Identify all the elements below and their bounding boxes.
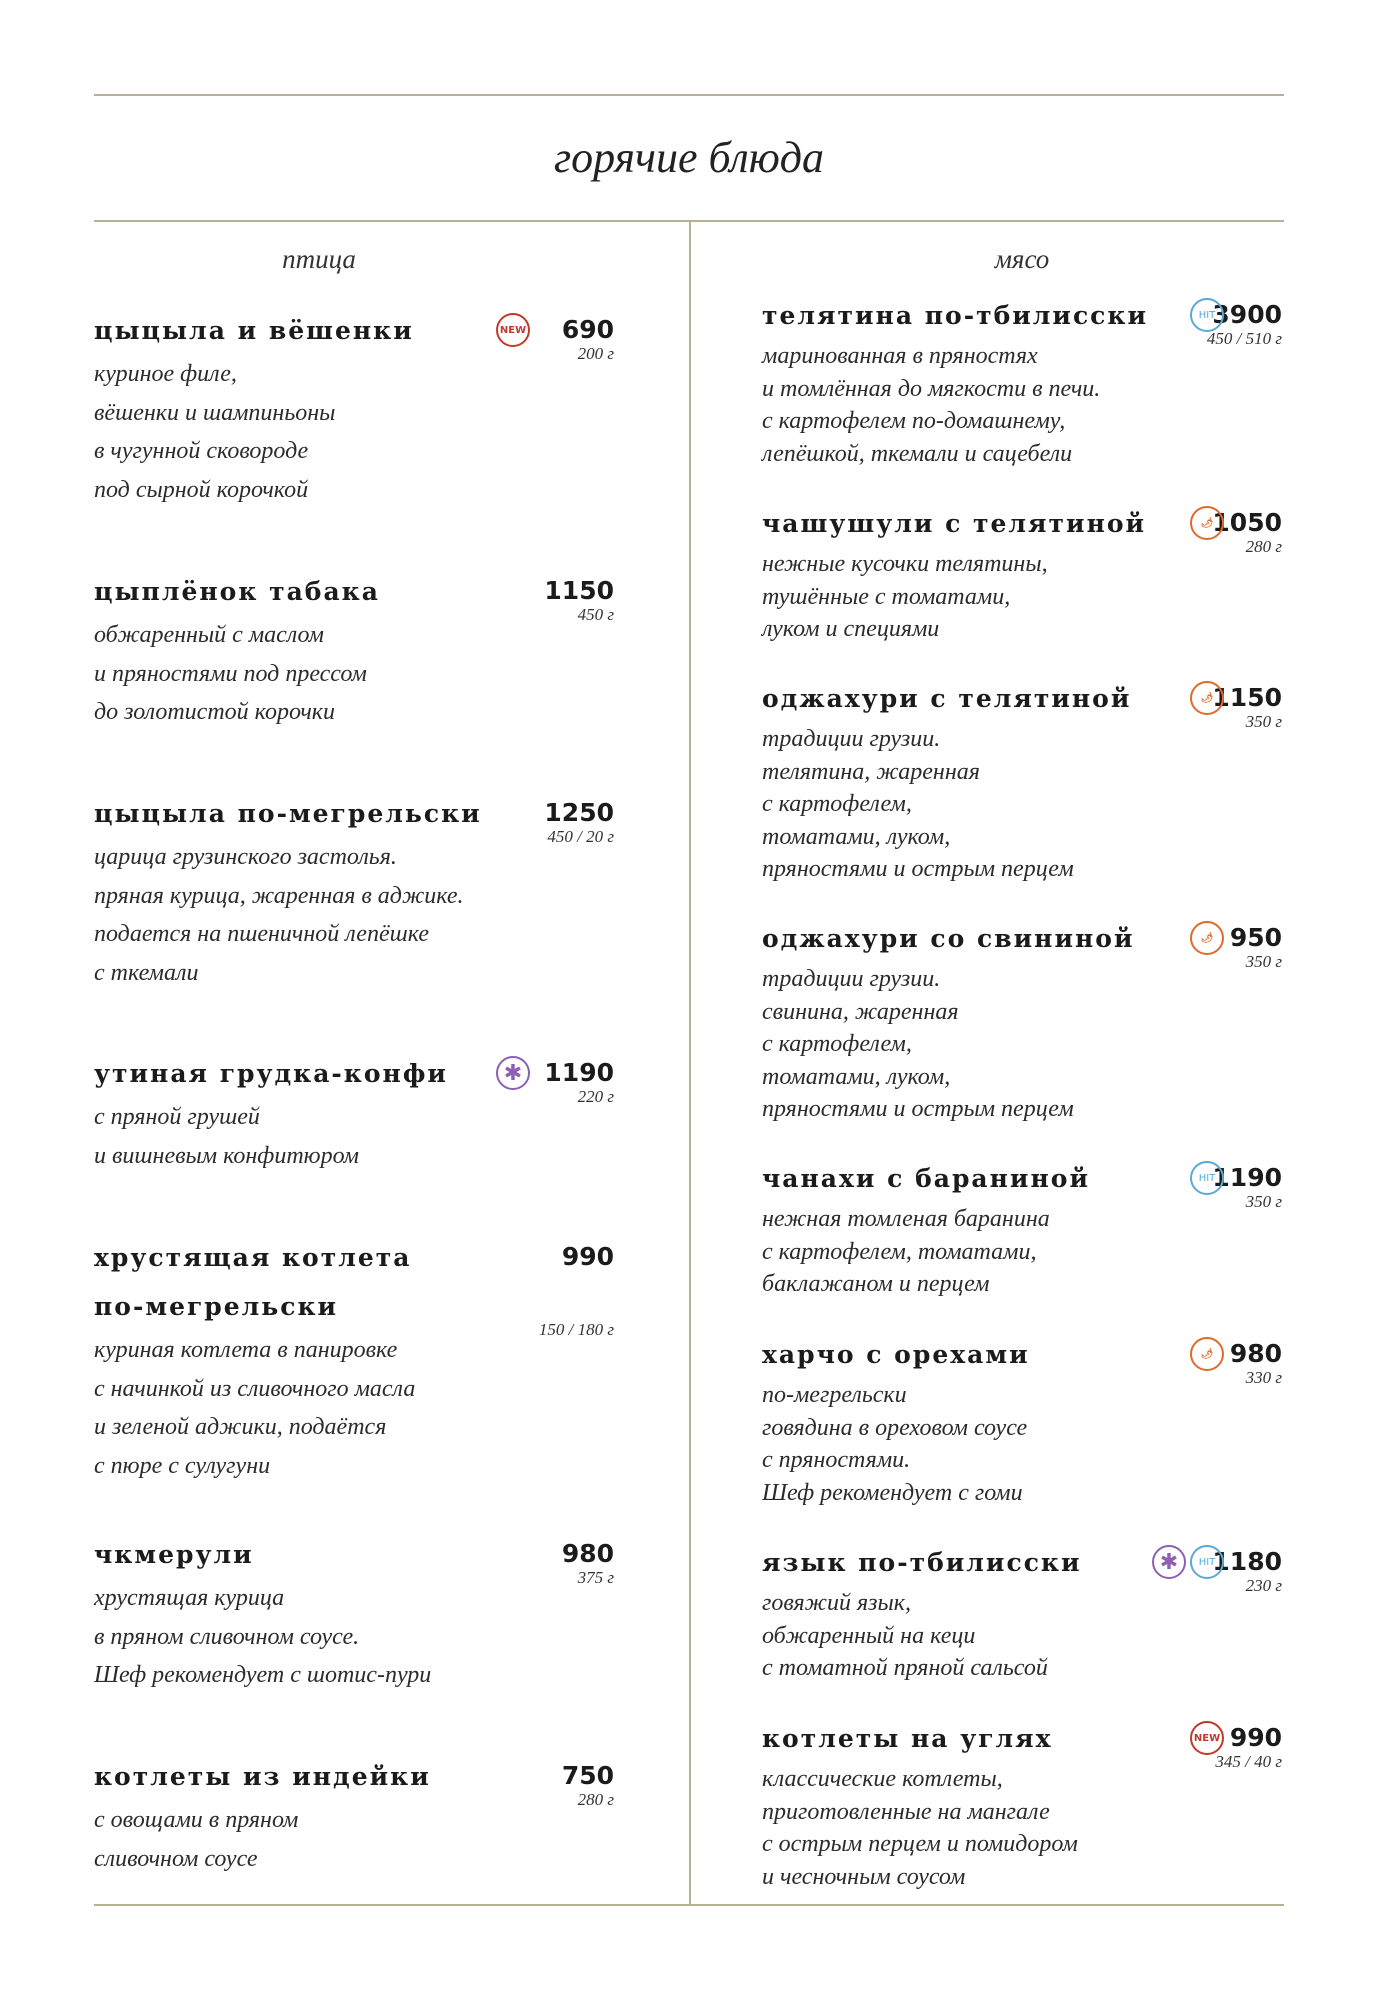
dish-weight: 230 г [1245, 1576, 1282, 1595]
menu-item [762, 1154, 1282, 1301]
description-line: с пюре с сулугуни [94, 1452, 271, 1479]
description-line: и пряностями под прессом [94, 660, 367, 687]
bottom-rule [94, 1904, 1284, 1906]
dish-weight: 350 г [1245, 952, 1282, 971]
dish-weight: 280 г [577, 1790, 614, 1809]
hit-badge-icon: HIT [1190, 1161, 1224, 1195]
dish-price: 1050 [1212, 508, 1282, 537]
description-line: томатами, луком, [762, 1063, 951, 1090]
dish-weight: 330 г [1245, 1368, 1282, 1387]
hit-badge-icon: HIT [1190, 1545, 1224, 1579]
description-line: маринованная в пряностях [762, 343, 1038, 369]
dish-price: 1150 [1212, 683, 1282, 712]
description-line: с острым перцем и помидором [762, 1831, 1078, 1857]
description-line: с картофелем, [762, 791, 912, 817]
dish-description [94, 616, 614, 732]
description-line: с картофелем по-домашнему, [762, 408, 1066, 434]
dish-weight: 350 г [1245, 1192, 1282, 1211]
dish-name: утиная грудка-конфи [94, 1059, 448, 1088]
dish-description [762, 1587, 1282, 1685]
dish-weight: 450 г [577, 605, 614, 624]
dish-description [762, 1379, 1282, 1509]
dish-weight: 280 г [1245, 537, 1282, 556]
description-line: нежные кусочки телятины, [762, 551, 1048, 577]
dish-price: 1250 [544, 798, 614, 827]
menu-item [94, 567, 614, 732]
dish-description [762, 340, 1282, 470]
dish-name: чашушули с телятиной [762, 509, 1147, 538]
dish-name: чкмерули [94, 1540, 254, 1569]
dish-price: 1190 [1212, 1163, 1282, 1192]
dish-price: 1190 [544, 1058, 614, 1087]
description-line: сливочном соусе [94, 1845, 258, 1872]
description-line: куриная котлета в панировке [94, 1337, 398, 1363]
chili-pepper-icon: 🌶 [1190, 921, 1224, 955]
description-line: в пряном сливочном соусе. [94, 1623, 360, 1650]
description-line: обжаренный на кеци [762, 1622, 976, 1649]
dish-price: 950 [1229, 923, 1282, 952]
dish-description [94, 1801, 614, 1878]
menu-item [762, 499, 1282, 646]
dish-description [94, 1098, 614, 1175]
menu-item [762, 1538, 1282, 1685]
dish-name: котлеты из индейки [94, 1762, 431, 1791]
menu-item [762, 1714, 1282, 1893]
dish-name: чанахи с бараниной [762, 1164, 1090, 1193]
description-line: с овощами в пряном [94, 1807, 299, 1833]
description-line: томатами, луком, [762, 823, 951, 850]
dish-price: 750 [561, 1761, 614, 1790]
description-line: пряностями и острым перцем [762, 1096, 1074, 1122]
description-line: нежная томленая баранина [762, 1206, 1050, 1232]
description-line: хрустящая курица [94, 1585, 285, 1611]
description-line: пряная курица, жаренная в аджике. [94, 882, 464, 909]
dish-name: оджахури со свининой [762, 924, 1135, 953]
page-title: горячие блюда [553, 133, 825, 182]
left-column-heading: птица [282, 244, 356, 274]
description-line: Шеф рекомендует с гоми [762, 1479, 1023, 1506]
menu-item [94, 1233, 614, 1485]
dish-description [762, 1763, 1282, 1893]
dish-name-line2: по-мегрельски [94, 1292, 339, 1321]
dish-price: 690 [561, 315, 614, 344]
description-line: баклажаном и перцем [762, 1271, 990, 1297]
dish-name: язык по-тбилисски [762, 1548, 1082, 1577]
description-line: обжаренный с маслом [94, 622, 324, 648]
column-divider [689, 221, 691, 1905]
right-column-heading: мясо [994, 244, 1050, 274]
description-line: приготовленные на мангале [762, 1798, 1050, 1825]
description-line: традиции грузии. [762, 726, 941, 752]
dish-description [94, 355, 614, 509]
description-line: вёшенки и шампиньоны [94, 399, 336, 426]
vegetarian-asterisk-icon: ✱ [496, 1056, 530, 1090]
menu-item [94, 306, 614, 509]
dish-name: хрустящая котлета [94, 1243, 412, 1272]
description-line: до золотистой корочки [94, 699, 336, 725]
description-line: говядина в ореховом соусе [762, 1414, 1028, 1441]
dish-price: 1150 [544, 576, 614, 605]
dish-price: 990 [1229, 1723, 1282, 1752]
description-line: куриное филе, [94, 361, 237, 387]
description-line: говяжий язык, [762, 1590, 911, 1616]
description-line: с ткемали [94, 959, 199, 986]
description-line: с начинкой из сливочного масла [94, 1375, 416, 1402]
dish-weight: 350 г [1245, 712, 1282, 731]
description-line: с картофелем, [762, 1031, 912, 1057]
description-line: и томлённая до мягкости в печи. [762, 375, 1101, 402]
description-line: по-мегрельски [762, 1382, 907, 1408]
menu-item [94, 1530, 614, 1695]
description-line: царица грузинского застолья. [94, 844, 397, 870]
dish-weight: 220 г [577, 1087, 614, 1106]
description-line: классические котлеты, [762, 1766, 1003, 1792]
dish-description [762, 963, 1282, 1126]
description-line: луком и специями [762, 616, 940, 642]
dish-description [762, 548, 1282, 646]
new-badge-icon: NEW [496, 313, 530, 347]
description-line: лепёшкой, ткемали и сацебели [762, 440, 1073, 467]
description-line: и чесночным соусом [762, 1863, 966, 1890]
description-line: Шеф рекомендует с шотис-пури [94, 1662, 432, 1688]
description-line: свинина, жаренная [762, 998, 959, 1025]
dish-price: 990 [561, 1242, 614, 1271]
description-line: с картофелем, томатами, [762, 1238, 1037, 1265]
dish-name: цыцыла и вёшенки [94, 316, 414, 345]
dish-description [762, 1203, 1282, 1301]
dish-name: цыцыла по-мегрельски [94, 799, 482, 828]
description-line: с пряностями. [762, 1447, 911, 1473]
description-line: и зеленой аджики, подаётся [94, 1414, 387, 1440]
dish-price: 980 [561, 1539, 614, 1568]
menu-item [94, 1752, 614, 1878]
description-line: и вишневым конфитюром [94, 1142, 359, 1169]
dish-price: 980 [1229, 1339, 1282, 1368]
description-line: подается на пшеничной лепёшке [94, 921, 430, 947]
vegetarian-asterisk-icon: ✱ [1152, 1545, 1186, 1579]
menu-item [762, 914, 1282, 1126]
new-badge-icon: NEW [1190, 1721, 1224, 1755]
dish-weight: 450 / 510 г [1206, 329, 1282, 348]
chili-pepper-icon: 🌶 [1190, 681, 1224, 715]
top-rule [94, 94, 1284, 96]
description-line: под сырной корочкой [94, 476, 309, 503]
dish-weight: 200 г [577, 344, 614, 363]
menu-item [94, 789, 614, 992]
dish-name: телятина по-тбилисски [762, 301, 1148, 330]
chili-pepper-icon: 🌶 [1190, 1337, 1224, 1371]
description-line: тушённые с томатами, [762, 583, 1011, 610]
dish-weight: 345 / 40 г [1215, 1752, 1282, 1771]
dish-description [94, 838, 614, 992]
hit-badge-icon: HIT [1190, 298, 1224, 332]
dish-description [94, 1331, 614, 1485]
description-line: в чугунной сковороде [94, 438, 309, 464]
menu-item [94, 1049, 614, 1175]
description-line: с пряной грушей [94, 1104, 260, 1130]
dish-price: 3900 [1212, 300, 1282, 329]
dish-description [762, 723, 1282, 886]
description-line: с томатной пряной сальсой [762, 1655, 1048, 1681]
description-line: традиции грузии. [762, 966, 941, 992]
dish-name: оджахури с телятиной [762, 684, 1132, 713]
chili-pepper-icon: 🌶 [1190, 506, 1224, 540]
menu-item [762, 674, 1282, 886]
description-line: пряностями и острым перцем [762, 856, 1074, 882]
dish-weight: 375 г [577, 1568, 614, 1587]
menu-item [762, 1330, 1282, 1509]
description-line: телятина, жаренная [762, 758, 980, 785]
dish-weight: 150 / 180 г [538, 1320, 614, 1339]
dish-price: 1180 [1212, 1547, 1282, 1576]
dish-description [94, 1579, 614, 1695]
menu-item [762, 291, 1282, 470]
dish-weight: 450 / 20 г [547, 827, 614, 846]
dish-name: цыплёнок табака [94, 577, 380, 606]
dish-name: котлеты на углях [762, 1724, 1053, 1753]
dish-name: харчо с орехами [762, 1340, 1030, 1369]
